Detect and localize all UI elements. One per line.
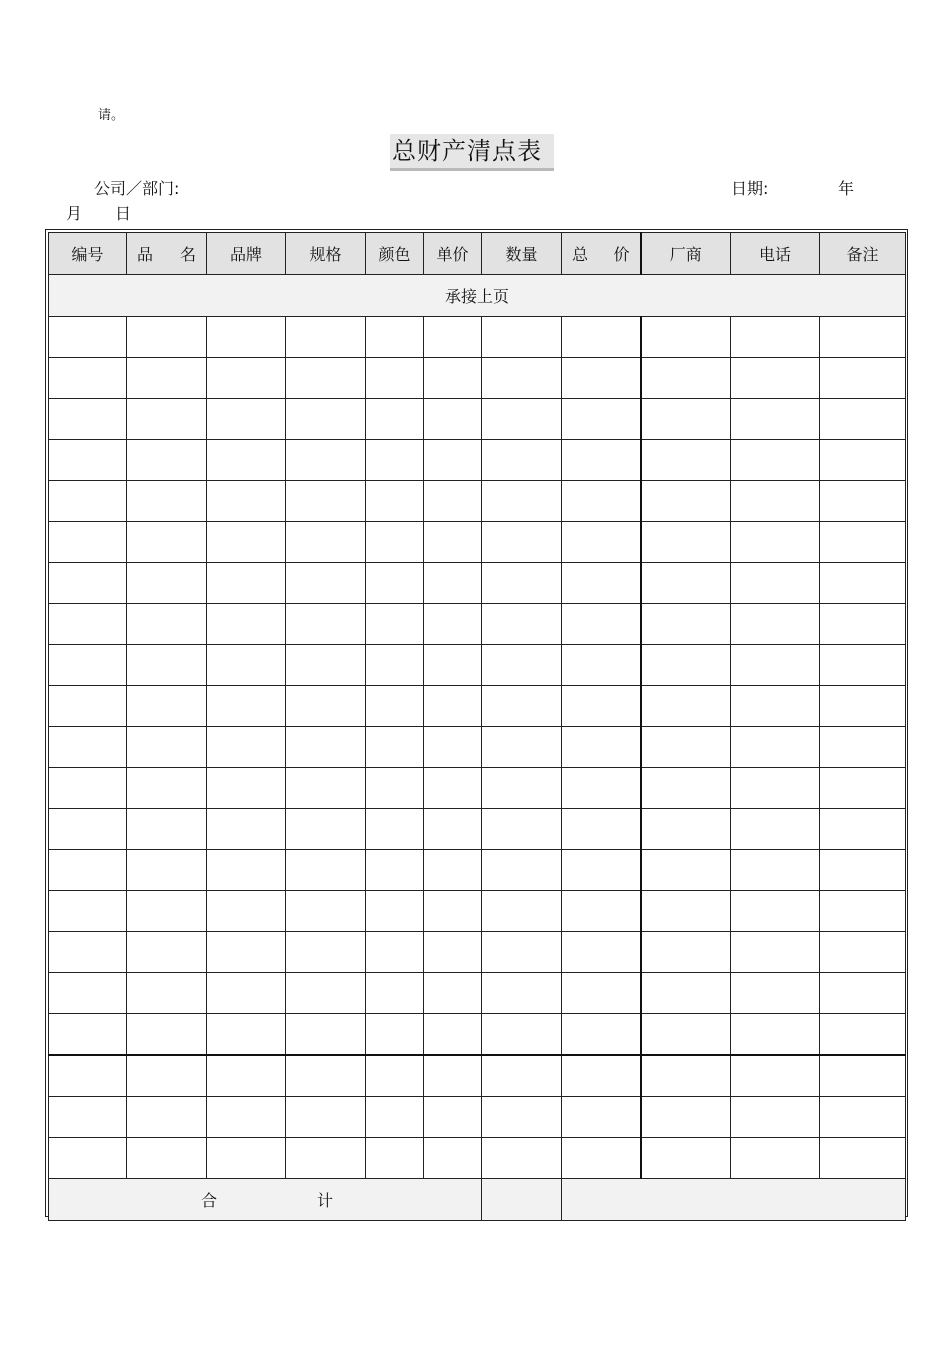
cell-total-price[interactable] xyxy=(562,1097,641,1138)
cell-phone[interactable] xyxy=(731,1055,820,1097)
cell-id[interactable] xyxy=(49,1097,127,1138)
cell-unit-price[interactable] xyxy=(424,1014,482,1056)
table-row xyxy=(49,1055,906,1097)
cell-unit-price[interactable] xyxy=(424,358,482,399)
cell-color[interactable] xyxy=(366,317,424,358)
cell-name[interactable] xyxy=(127,809,207,850)
cell-quantity[interactable] xyxy=(482,973,562,1014)
cell-color[interactable] xyxy=(366,973,424,1014)
cell-name[interactable] xyxy=(127,891,207,932)
cell-id[interactable] xyxy=(49,1014,127,1056)
cell-notes[interactable] xyxy=(820,604,906,645)
month-label: 月 xyxy=(66,204,83,223)
cell-id[interactable] xyxy=(49,768,127,809)
table-row xyxy=(49,768,906,809)
cell-phone[interactable] xyxy=(731,604,820,645)
cell-brand[interactable] xyxy=(207,1055,286,1097)
cell-color[interactable] xyxy=(366,809,424,850)
cell-brand[interactable] xyxy=(207,1138,286,1179)
cell-id[interactable] xyxy=(49,727,127,768)
cell-brand[interactable] xyxy=(207,399,286,440)
cell-quantity[interactable] xyxy=(482,563,562,604)
cell-color[interactable] xyxy=(366,1097,424,1138)
cell-spec[interactable] xyxy=(286,1055,366,1097)
cell-id[interactable] xyxy=(49,809,127,850)
cell-total-price[interactable] xyxy=(562,850,641,891)
cell-quantity[interactable] xyxy=(482,522,562,563)
cell-notes[interactable] xyxy=(820,1097,906,1138)
cell-phone[interactable] xyxy=(731,358,820,399)
cell-spec[interactable] xyxy=(286,481,366,522)
cell-vendor[interactable] xyxy=(641,358,731,399)
header-total-price: 总 价 xyxy=(562,233,641,275)
cell-notes[interactable] xyxy=(820,440,906,481)
cell-quantity[interactable] xyxy=(482,604,562,645)
cell-phone[interactable] xyxy=(731,891,820,932)
cell-name[interactable] xyxy=(127,686,207,727)
table-row xyxy=(49,563,906,604)
cell-color[interactable] xyxy=(366,604,424,645)
cell-color[interactable] xyxy=(366,686,424,727)
cell-quantity[interactable] xyxy=(482,399,562,440)
cell-id[interactable] xyxy=(49,481,127,522)
cell-id[interactable] xyxy=(49,645,127,686)
cell-spec[interactable] xyxy=(286,522,366,563)
cell-unit-price[interactable] xyxy=(424,563,482,604)
cell-unit-price[interactable] xyxy=(424,645,482,686)
cell-vendor[interactable] xyxy=(641,522,731,563)
cell-unit-price[interactable] xyxy=(424,440,482,481)
cell-spec[interactable] xyxy=(286,358,366,399)
cell-quantity[interactable] xyxy=(482,481,562,522)
cell-color[interactable] xyxy=(366,1138,424,1179)
cell-vendor[interactable] xyxy=(641,1014,731,1056)
cell-unit-price[interactable] xyxy=(424,481,482,522)
cell-id[interactable] xyxy=(49,1055,127,1097)
header-color: 颜色 xyxy=(366,233,424,275)
cell-phone[interactable] xyxy=(731,727,820,768)
cell-total-price[interactable] xyxy=(562,604,641,645)
cell-phone[interactable] xyxy=(731,1138,820,1179)
cell-quantity[interactable] xyxy=(482,1138,562,1179)
cell-phone[interactable] xyxy=(731,932,820,973)
cell-id[interactable] xyxy=(49,440,127,481)
cell-total-price[interactable] xyxy=(562,522,641,563)
header-brand: 品牌 xyxy=(207,233,286,275)
cell-name[interactable] xyxy=(127,522,207,563)
cell-notes[interactable] xyxy=(820,481,906,522)
cell-vendor[interactable] xyxy=(641,809,731,850)
table-row xyxy=(49,932,906,973)
cell-brand[interactable] xyxy=(207,686,286,727)
cell-id[interactable] xyxy=(49,522,127,563)
cell-unit-price[interactable] xyxy=(424,932,482,973)
cell-brand[interactable] xyxy=(207,481,286,522)
total-row xyxy=(49,1179,906,1221)
cell-name[interactable] xyxy=(127,440,207,481)
cell-color[interactable] xyxy=(366,727,424,768)
cell-spec[interactable] xyxy=(286,645,366,686)
cell-total-price[interactable] xyxy=(562,1014,641,1056)
total-label-cell: 合 计 xyxy=(49,1179,482,1221)
cell-color[interactable] xyxy=(366,481,424,522)
cell-name[interactable] xyxy=(127,768,207,809)
table-row xyxy=(49,1014,906,1056)
cell-brand[interactable] xyxy=(207,358,286,399)
cell-spec[interactable] xyxy=(286,809,366,850)
cell-phone[interactable] xyxy=(731,645,820,686)
cell-name[interactable] xyxy=(127,604,207,645)
cell-color[interactable] xyxy=(366,440,424,481)
cell-quantity[interactable] xyxy=(482,768,562,809)
cell-unit-price[interactable] xyxy=(424,727,482,768)
cell-brand[interactable] xyxy=(207,809,286,850)
cell-total-price[interactable] xyxy=(562,932,641,973)
cell-quantity[interactable] xyxy=(482,809,562,850)
cell-unit-price[interactable] xyxy=(424,399,482,440)
cell-id[interactable] xyxy=(49,604,127,645)
cell-unit-price[interactable] xyxy=(424,1138,482,1179)
cell-name[interactable] xyxy=(127,727,207,768)
cell-phone[interactable] xyxy=(731,481,820,522)
cell-color[interactable] xyxy=(366,1055,424,1097)
cell-notes[interactable] xyxy=(820,686,906,727)
page-title: 总财产清点表 xyxy=(390,134,554,171)
cell-phone[interactable] xyxy=(731,563,820,604)
table-row xyxy=(49,1097,906,1138)
cell-notes[interactable] xyxy=(820,932,906,973)
header-spec: 规格 xyxy=(286,233,366,275)
cell-brand[interactable] xyxy=(207,645,286,686)
header-id: 编号 xyxy=(49,233,127,275)
cell-notes[interactable] xyxy=(820,809,906,850)
cell-unit-price[interactable] xyxy=(424,850,482,891)
header-row xyxy=(49,233,906,275)
date-label: 日期: xyxy=(731,179,769,198)
cell-brand[interactable] xyxy=(207,768,286,809)
cell-vendor[interactable] xyxy=(641,317,731,358)
table-row xyxy=(49,440,906,481)
cell-name[interactable] xyxy=(127,399,207,440)
cell-phone[interactable] xyxy=(731,1097,820,1138)
cell-brand[interactable] xyxy=(207,891,286,932)
carry-over-cell: 承接上页 xyxy=(49,275,906,317)
inventory-sheet xyxy=(45,229,908,1217)
cell-unit-price[interactable] xyxy=(424,891,482,932)
header-phone: 电话 xyxy=(731,233,820,275)
cell-vendor[interactable] xyxy=(641,891,731,932)
cell-vendor[interactable] xyxy=(641,932,731,973)
cell-vendor[interactable] xyxy=(641,645,731,686)
cell-id[interactable] xyxy=(49,686,127,727)
cell-unit-price[interactable] xyxy=(424,1055,482,1097)
cell-quantity[interactable] xyxy=(482,686,562,727)
cell-color[interactable] xyxy=(366,399,424,440)
table-row xyxy=(49,809,906,850)
cell-id[interactable] xyxy=(49,932,127,973)
cell-name[interactable] xyxy=(127,563,207,604)
header-unit-price: 单价 xyxy=(424,233,482,275)
cell-notes[interactable] xyxy=(820,522,906,563)
cell-id[interactable] xyxy=(49,563,127,604)
cell-name[interactable] xyxy=(127,317,207,358)
table-row xyxy=(49,727,906,768)
table-row xyxy=(49,317,906,358)
cell-quantity[interactable] xyxy=(482,932,562,973)
cell-name[interactable] xyxy=(127,645,207,686)
cell-vendor[interactable] xyxy=(641,727,731,768)
cell-vendor[interactable] xyxy=(641,850,731,891)
header-notes: 备注 xyxy=(820,233,906,275)
cell-spec[interactable] xyxy=(286,727,366,768)
cell-vendor[interactable] xyxy=(641,563,731,604)
table-row xyxy=(49,686,906,727)
cell-unit-price[interactable] xyxy=(424,317,482,358)
day-label: 日 xyxy=(115,204,132,223)
cell-phone[interactable] xyxy=(731,522,820,563)
inventory-table xyxy=(48,232,906,1221)
cell-notes[interactable] xyxy=(820,891,906,932)
cell-name[interactable] xyxy=(127,1097,207,1138)
cell-unit-price[interactable] xyxy=(424,973,482,1014)
cell-color[interactable] xyxy=(366,563,424,604)
cell-vendor[interactable] xyxy=(641,440,731,481)
cell-notes[interactable] xyxy=(820,563,906,604)
cell-id[interactable] xyxy=(49,850,127,891)
cell-total-price[interactable] xyxy=(562,399,641,440)
cell-total-price[interactable] xyxy=(562,358,641,399)
cell-quantity[interactable] xyxy=(482,317,562,358)
cell-phone[interactable] xyxy=(731,850,820,891)
cell-spec[interactable] xyxy=(286,440,366,481)
cell-color[interactable] xyxy=(366,645,424,686)
company-label: 公司／部门: xyxy=(94,179,180,198)
cell-total-price[interactable] xyxy=(562,891,641,932)
cell-notes[interactable] xyxy=(820,1138,906,1179)
total-amount-cell[interactable] xyxy=(562,1179,906,1221)
cell-color[interactable] xyxy=(366,358,424,399)
cell-brand[interactable] xyxy=(207,317,286,358)
cell-quantity[interactable] xyxy=(482,727,562,768)
cell-spec[interactable] xyxy=(286,1014,366,1056)
cell-spec[interactable] xyxy=(286,932,366,973)
cell-brand[interactable] xyxy=(207,932,286,973)
cell-notes[interactable] xyxy=(820,850,906,891)
cell-total-price[interactable] xyxy=(562,686,641,727)
cell-notes[interactable] xyxy=(820,317,906,358)
cell-notes[interactable] xyxy=(820,727,906,768)
cell-total-price[interactable] xyxy=(562,1055,641,1097)
cell-spec[interactable] xyxy=(286,1138,366,1179)
cell-spec[interactable] xyxy=(286,686,366,727)
cell-brand[interactable] xyxy=(207,604,286,645)
header-name: 品 名 xyxy=(127,233,207,275)
cell-quantity[interactable] xyxy=(482,645,562,686)
cell-color[interactable] xyxy=(366,850,424,891)
cell-quantity[interactable] xyxy=(482,440,562,481)
cell-name[interactable] xyxy=(127,850,207,891)
cell-unit-price[interactable] xyxy=(424,604,482,645)
table-row xyxy=(49,645,906,686)
cell-name[interactable] xyxy=(127,932,207,973)
cell-quantity[interactable] xyxy=(482,1055,562,1097)
cell-total-price[interactable] xyxy=(562,1138,641,1179)
cell-unit-price[interactable] xyxy=(424,1097,482,1138)
cell-total-price[interactable] xyxy=(562,645,641,686)
cell-brand[interactable] xyxy=(207,973,286,1014)
cell-brand[interactable] xyxy=(207,522,286,563)
cell-unit-price[interactable] xyxy=(424,768,482,809)
cell-spec[interactable] xyxy=(286,1097,366,1138)
cell-color[interactable] xyxy=(366,932,424,973)
cell-vendor[interactable] xyxy=(641,604,731,645)
cell-vendor[interactable] xyxy=(641,399,731,440)
table-row xyxy=(49,1138,906,1179)
cell-spec[interactable] xyxy=(286,317,366,358)
cell-id[interactable] xyxy=(49,1138,127,1179)
cell-id[interactable] xyxy=(49,358,127,399)
cell-vendor[interactable] xyxy=(641,686,731,727)
cell-total-price[interactable] xyxy=(562,768,641,809)
cell-vendor[interactable] xyxy=(641,973,731,1014)
header-quantity: 数量 xyxy=(482,233,562,275)
table-row xyxy=(49,399,906,440)
cell-notes[interactable] xyxy=(820,768,906,809)
cell-quantity[interactable] xyxy=(482,850,562,891)
cell-spec[interactable] xyxy=(286,973,366,1014)
cell-quantity[interactable] xyxy=(482,891,562,932)
cell-unit-price[interactable] xyxy=(424,522,482,563)
cell-color[interactable] xyxy=(366,1014,424,1056)
cell-notes[interactable] xyxy=(820,399,906,440)
cell-spec[interactable] xyxy=(286,891,366,932)
cell-name[interactable] xyxy=(127,1138,207,1179)
cell-phone[interactable] xyxy=(731,317,820,358)
cell-notes[interactable] xyxy=(820,973,906,1014)
cell-notes[interactable] xyxy=(820,1055,906,1097)
cell-notes[interactable] xyxy=(820,1014,906,1056)
cell-phone[interactable] xyxy=(731,809,820,850)
table-row xyxy=(49,604,906,645)
cell-name[interactable] xyxy=(127,358,207,399)
cell-brand[interactable] xyxy=(207,727,286,768)
cell-vendor[interactable] xyxy=(641,1097,731,1138)
cell-quantity[interactable] xyxy=(482,1014,562,1056)
cell-brand[interactable] xyxy=(207,563,286,604)
cell-vendor[interactable] xyxy=(641,481,731,522)
table-row xyxy=(49,481,906,522)
cell-spec[interactable] xyxy=(286,604,366,645)
cell-vendor[interactable] xyxy=(641,1138,731,1179)
table-row xyxy=(49,358,906,399)
cell-total-price[interactable] xyxy=(562,440,641,481)
cell-unit-price[interactable] xyxy=(424,809,482,850)
cell-brand[interactable] xyxy=(207,1014,286,1056)
cell-spec[interactable] xyxy=(286,563,366,604)
cell-total-price[interactable] xyxy=(562,563,641,604)
cell-quantity[interactable] xyxy=(482,358,562,399)
cell-brand[interactable] xyxy=(207,850,286,891)
cell-name[interactable] xyxy=(127,481,207,522)
cell-id[interactable] xyxy=(49,317,127,358)
cell-id[interactable] xyxy=(49,973,127,1014)
cell-phone[interactable] xyxy=(731,686,820,727)
cell-total-price[interactable] xyxy=(562,973,641,1014)
cell-notes[interactable] xyxy=(820,358,906,399)
table-row xyxy=(49,850,906,891)
carry-over-row xyxy=(49,275,906,317)
cell-vendor[interactable] xyxy=(641,768,731,809)
cell-color[interactable] xyxy=(366,768,424,809)
cell-quantity[interactable] xyxy=(482,1097,562,1138)
cell-vendor[interactable] xyxy=(641,1055,731,1097)
cell-phone[interactable] xyxy=(731,768,820,809)
cell-spec[interactable] xyxy=(286,768,366,809)
cell-phone[interactable] xyxy=(731,973,820,1014)
top-fragment-text: 请。 xyxy=(98,108,125,123)
total-quantity-cell[interactable] xyxy=(482,1179,562,1221)
cell-unit-price[interactable] xyxy=(424,686,482,727)
cell-phone[interactable] xyxy=(731,399,820,440)
cell-total-price[interactable] xyxy=(562,809,641,850)
cell-phone[interactable] xyxy=(731,440,820,481)
cell-id[interactable] xyxy=(49,399,127,440)
cell-spec[interactable] xyxy=(286,399,366,440)
table-row xyxy=(49,973,906,1014)
cell-total-price[interactable] xyxy=(562,317,641,358)
cell-total-price[interactable] xyxy=(562,481,641,522)
table-row xyxy=(49,891,906,932)
cell-color[interactable] xyxy=(366,522,424,563)
cell-total-price[interactable] xyxy=(562,727,641,768)
cell-name[interactable] xyxy=(127,973,207,1014)
cell-id[interactable] xyxy=(49,891,127,932)
header-vendor: 厂商 xyxy=(641,233,731,275)
cell-brand[interactable] xyxy=(207,1097,286,1138)
cell-name[interactable] xyxy=(127,1055,207,1097)
cell-color[interactable] xyxy=(366,891,424,932)
year-label: 年 xyxy=(838,179,855,198)
cell-notes[interactable] xyxy=(820,645,906,686)
cell-spec[interactable] xyxy=(286,850,366,891)
table-row xyxy=(49,522,906,563)
cell-name[interactable] xyxy=(127,1014,207,1056)
cell-brand[interactable] xyxy=(207,440,286,481)
cell-phone[interactable] xyxy=(731,1014,820,1056)
